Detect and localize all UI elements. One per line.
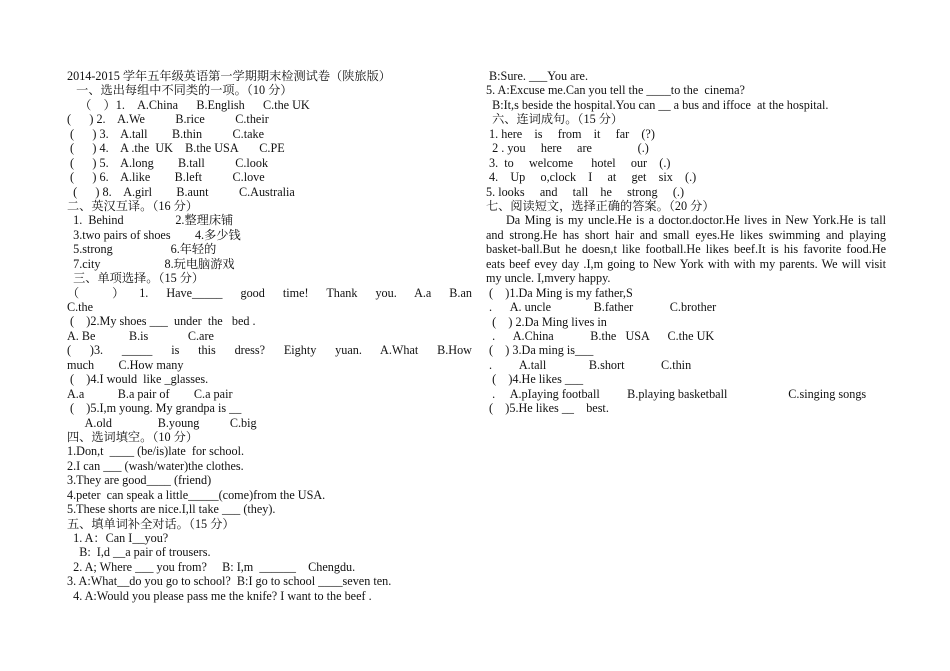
- text-line: 1.Don,t ____ (be/is)late for school.: [67, 444, 245, 459]
- text-line: 三、单项选择。（15 分）: [67, 271, 205, 286]
- text-line: 3. to welcome hotel our (.): [486, 155, 671, 170]
- right-top-section: [486, 69, 886, 213]
- text-line: 4.peter can speak a little_____(come)from the USA.: [67, 487, 326, 502]
- text-line: 7.city 8.玩电脑游戏: [67, 256, 235, 271]
- text-line: ( )3. _____ is this dress? Eighty yuan. A.What B.How: [67, 343, 472, 358]
- text-line: ( ) 3. A.tall B.thin C.take: [67, 126, 265, 141]
- text-line: . A.tall B.short C.thin: [486, 357, 692, 372]
- text-line: 5.These shorts are nice.I,ll take ___ (they).: [67, 502, 276, 517]
- text-line: C.the: [67, 300, 94, 314]
- text-line: 四、选词填空。（10 分）: [67, 429, 199, 444]
- text-line: 2 . you here are (.): [486, 141, 649, 156]
- text-line: 1. here is from it far (?): [486, 126, 655, 141]
- text-line: ( ) 4. A .the UK B.the USA C.PE: [67, 141, 285, 156]
- text-line: . A. uncle B.father C.brother: [486, 300, 717, 315]
- text-line: （ ）1. Have_____ good time! Thank you. A.a B.an: [67, 285, 472, 300]
- text-line: 2.I can ___ (wash/water)the clothes.: [67, 458, 244, 473]
- text-line: much C.How many: [67, 357, 184, 372]
- text-line: 2. A; Where ___ you from? B: I,m ______ Chengdu.: [67, 559, 356, 574]
- text-line: 2014-2015 学年五年级英语第一学期期末检测试卷（陕旅版）: [67, 69, 391, 83]
- reading-passage: Da Ming is my uncle.He is a doctor.doctor.He lives in New York.He is tall and strong.He has short hair and small eyes.He likes swimming and playing basket-ball.But he doesn,t like football.He likes beef.It is his favorite food.He eats beef evey day .I,m going to New York with with my parents. We will visit my uncle. I,mvery happy.: [486, 213, 886, 286]
- text-line: ( )4.He likes ___: [486, 372, 584, 387]
- text-line: ( )2.My shoes ___ under the bed .: [67, 314, 256, 329]
- text-line: 5. A:Excuse me.Can you tell the ____to the cinema?: [486, 83, 745, 98]
- text-line: B:Sure. ___You are.: [486, 69, 589, 83]
- text-line: 3.They are good____ (friend): [67, 473, 212, 488]
- text-line: . A.China B.the USA C.the UK: [486, 328, 715, 343]
- text-line: ( )5.I,m young. My grandpa is __: [67, 401, 242, 416]
- text-line: 5.strong 6.年轻的: [67, 242, 217, 257]
- reading-questions: [486, 286, 886, 416]
- text-line: 一、选出每组中不同类的一项。（10 分）: [67, 83, 293, 98]
- text-line: ( ) 3.Da ming is___: [486, 343, 594, 358]
- text-line: 七、阅读短文，选择正确的答案。（20 分）: [486, 198, 715, 213]
- text-line: 3. A:What__do you go to school? B:I go to school ____seven ten.: [67, 574, 392, 589]
- text-line: ( )1.Da Ming is my father,S: [486, 285, 633, 300]
- text-line: 4. Up o,clock I at get six (.): [486, 170, 697, 185]
- text-line: ( ) 6. A.like B.left C.love: [67, 170, 265, 185]
- text-line: 4. A:Would you please pass me the knife? I want to the beef .: [67, 588, 372, 603]
- text-line: 1. Behind 2.整理床铺: [67, 213, 234, 228]
- text-line: ( ) 5. A.long B.tall C.look: [67, 155, 269, 170]
- text-line: A.a B.a pair of C.a pair: [67, 386, 233, 401]
- text-line: ( ) 8. A.girl B.aunt C.Australia: [67, 184, 295, 199]
- text-line: 六、连词成句。（15 分）: [486, 112, 624, 127]
- right-column: [486, 69, 886, 416]
- text-line: 3.two pairs of shoes 4.多少钱: [67, 227, 241, 242]
- left-column: [67, 69, 472, 603]
- text-line: ( )4.I would like _glasses.: [67, 372, 209, 387]
- text-line: 二、英汉互译。（16 分）: [67, 198, 199, 213]
- text-line: （ ）1. A.China B.English C.the UK: [67, 97, 310, 112]
- text-line: 5. looks and tall he strong (.): [486, 184, 685, 199]
- text-line: A.old B.young C.big: [67, 415, 257, 430]
- text-line: ( ) 2.Da Ming lives in: [486, 314, 607, 329]
- text-line: ( )5.He likes __ best.: [486, 401, 609, 416]
- text-line: B: I,d __a pair of trousers.: [67, 545, 211, 560]
- text-line: A. Be B.is C.are: [67, 328, 214, 343]
- text-line: 1. A：Can I__you?: [67, 531, 169, 545]
- text-line: B:It,s beside the hospital.You can __ a bus and iffoce at the hospital.: [486, 97, 829, 112]
- text-line: . A.pIaying football B.playing basketball C.singing songs: [486, 386, 867, 401]
- text-line: 五、填单词补全对话。（15 分）: [67, 516, 235, 531]
- text-line: ( ) 2. A.We B.rice C.their: [67, 112, 269, 127]
